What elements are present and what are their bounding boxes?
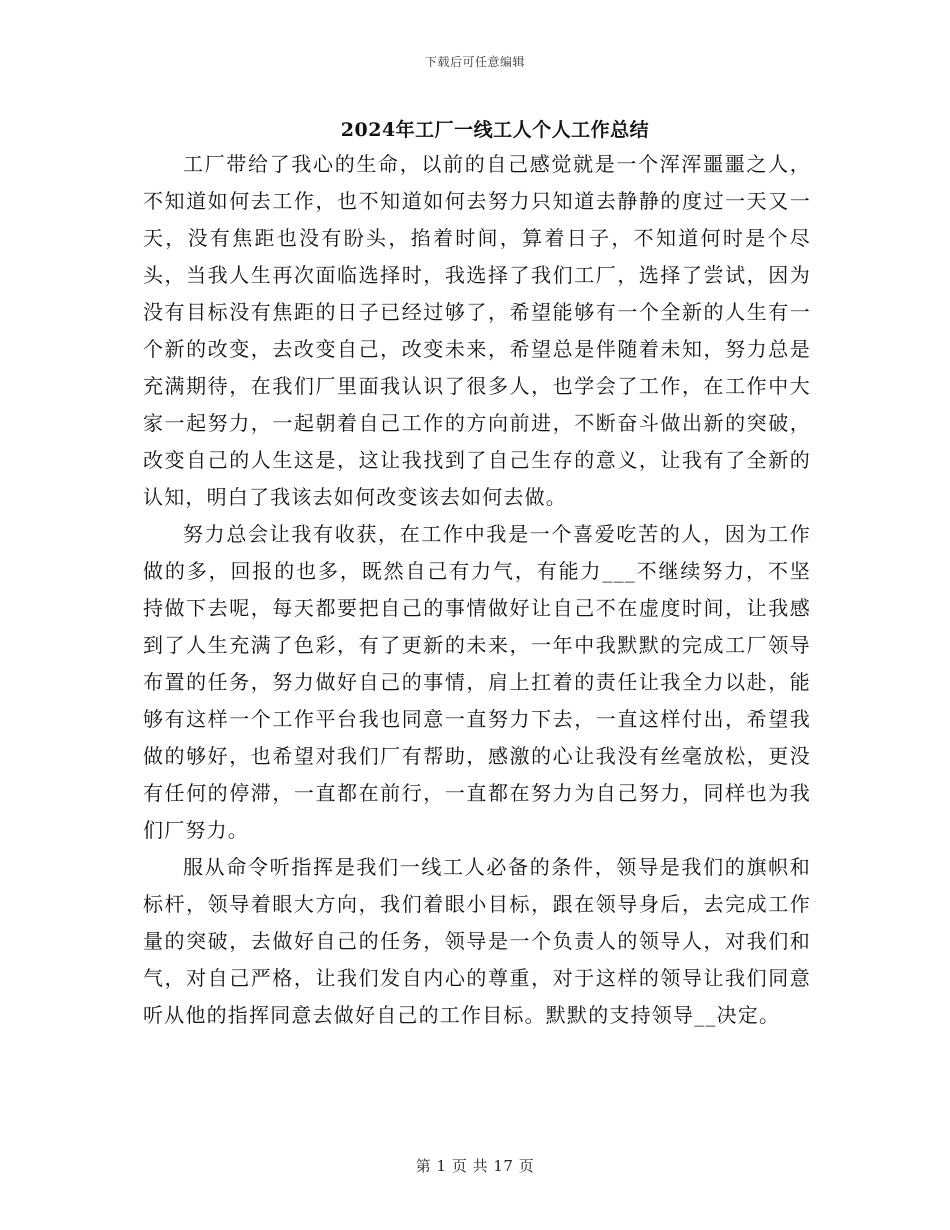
document-body — [143, 146, 811, 1034]
document-title: 2024年工厂一线工人个人工作总结 — [340, 119, 650, 141]
page-number: 第 1 页 共 17 页 — [415, 1157, 535, 1175]
paragraph-1: 工厂带给了我心的生命，以前的自己感觉就是一个浑浑噩噩之人，不知道如何去工作，也不知道如何去努力只知道去静静的度过一天又一天，没有焦距也没有盼头，掐着时间，算着日子，不知道何时是个尽头，当我人生再次面临选择时，我选择了我们工厂，选择了尝试，因为没有目标没有焦距的日子已经过够了，希望能够有一个全新的人生有一个新的改变，去改变自己，改变未来，希望总是伴随着未知，努力总是充满期待，在我们厂里面我认识了很多人，也学会了工作，在工作中大家一起努力，一起朝着自己工作的方向前进，不断奋斗做出新的突破，改变自己的人生这是，这让我找到了自己生存的意义，让我有了全新的认知，明白了我该去如何改变该去如何去做。 — [143, 152, 811, 509]
paragraph-3: 服从命令听指挥是我们一线工人必备的条件，领导是我们的旗帜和标杆，领导着眼大方向，我们着眼小目标，跟在领导身后，去完成工作量的突破，去做好自己的任务，领导是一个负责人的领导人，对我们和气，对自己严格，让我们发自内心的尊重，对于这样的领导让我们同意听从他的指挥同意去做好自己的工作目标。默默的支持领导__决定。 — [143, 855, 811, 1027]
paragraph-2: 努力总会让我有收获，在工作中我是一个喜爱吃苦的人，因为工作做的多，回报的也多，既然自己有力气，有能力___不继续努力，不坚持做下去呢，每天都要把自己的事情做好让自己不在虚度时间，让我感到了人生充满了色彩，有了更新的未来，一年中我默默的完成工厂领导布置的任务，努力做好自己的事情，肩上扛着的责任让我全力以赴，能够有这样一个工作平台我也同意一直努力下去，一直这样付出，希望我做的够好，也希望对我们厂有帮助，感激的心让我没有丝毫放松，更没有任何的停滞，一直都在前行，一直都在努力为自己努力，同样也为我们厂努力。 — [143, 522, 811, 842]
page-header-note: 下载后可任意编辑 — [424, 55, 525, 69]
